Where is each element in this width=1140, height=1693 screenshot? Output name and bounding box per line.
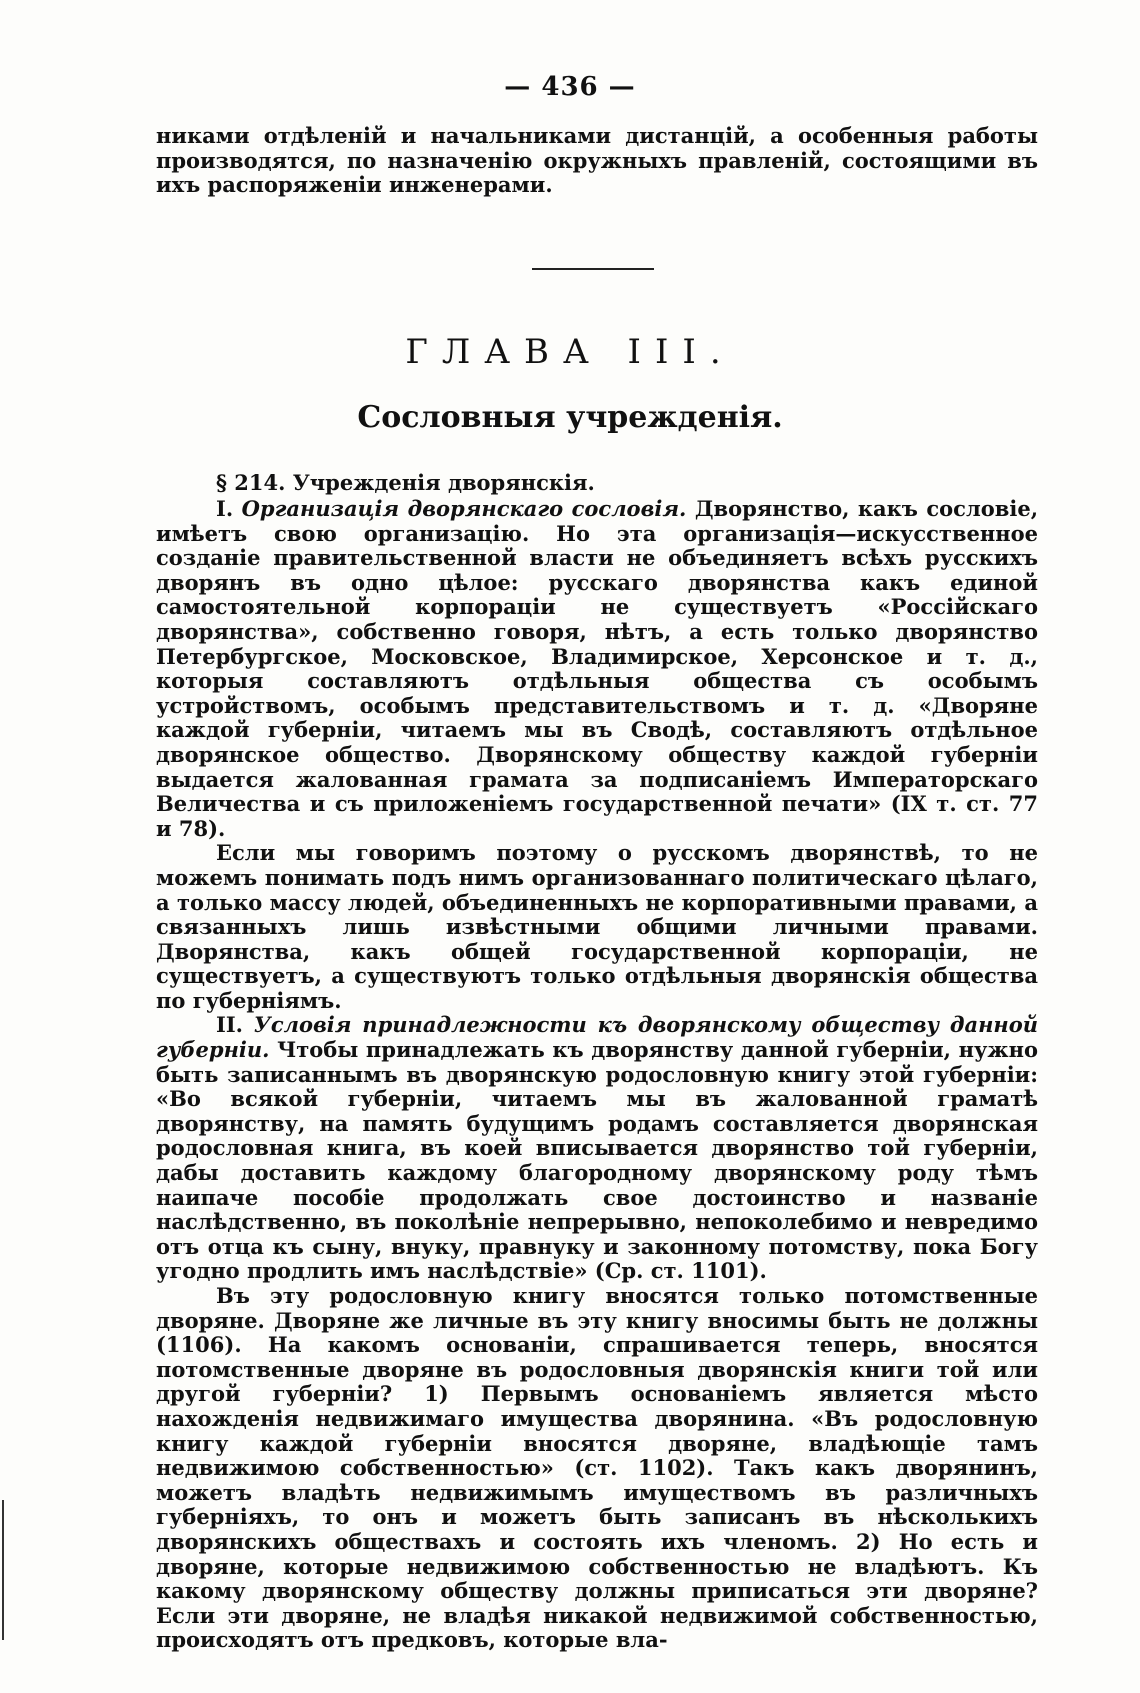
paragraph-1-lead-italic: Организація дворянскаго сословія. — [241, 496, 687, 521]
paragraph-1 — [156, 497, 1038, 841]
chapter-title: ГЛАВА III. — [405, 332, 735, 372]
intro-paragraph — [156, 124, 1038, 198]
section-divider — [532, 268, 654, 270]
section-heading: Сословныя учрежденія. — [357, 400, 783, 435]
paragraph-heading: § 214. Учрежденія дворянскія. — [216, 470, 595, 495]
paragraph-3 — [156, 1013, 1038, 1284]
scan-edge-line — [2, 1500, 4, 1640]
paragraph-4 — [156, 1284, 1038, 1653]
paragraph-2-text: Если мы говоримъ поэтому о русскомъ дворянствѣ, то не можемъ понимать подъ нимъ организованнаго политическаго цѣлаго, а только массу людей, объединенныхъ не корпоративными правами, а связанныхъ лишь извѣстными общими личными правами. Дворянства, какъ общей государственной корпораціи, не существуетъ, а существуютъ только отдѣльныя дворянскія общества по губерніямъ. — [156, 840, 1038, 1013]
paragraph-3-lead: II. — [216, 1012, 243, 1038]
paragraph-3-text: Чтобы принадлежать къ дворянству данной губерніи, нужно быть записаннымъ въ дворянскую родословную книгу этой губерніи: «Во всякой губерніи, читаемъ мы въ жалованной граматѣ дворянству, на память будущимъ родамъ составляется дворянская родословная книга, въ коей вписывается дворянство той губерніи, дабы доставить каждому благородному дворянскому роду тѣмъ наипаче пособіе продолжать свое достоинство и названіе наслѣдственно, въ поколѣніе непрерывно, непоколебимо и невредимо отъ отца къ сыну, внуку, правнуку и законному потомству, пока Богу угодно продлить имъ наслѣдствіе» (Ср. ст. 1101). — [156, 1037, 1038, 1284]
intro-text: никами отдѣленій и начальниками дистанцій, а особенныя работы производятся, по назначенію окружныхъ правленій, состоящими въ ихъ распоряженіи инженерами. — [156, 123, 1038, 198]
paragraph-2 — [156, 841, 1038, 1013]
paragraph-4-text: Въ эту родословную книгу вносятся только потомственные дворяне. Дворяне же личные въ эту книгу вносимы быть не должны (1106). На какомъ основаніи, спрашивается теперь, вносятся потомственные дворяне въ родословныя дворянскія книги той или другой губерніи? 1) Первымъ основаніемъ является мѣсто нахожденія недвижимаго имущества дворянина. «Въ родословную книгу каждой губерніи вносятся дворяне, владѣющіе тамъ недвижимою собственностью» (ст. 1102). Такъ какъ дворянинъ, можетъ владѣть недвижимымъ имуществомъ въ различныхъ губерніяхъ, то онъ и можетъ быть записанъ въ нѣсколькихъ дворянскихъ обществахъ и состоять ихъ членомъ. 2) Но есть и дворяне, которые недвижимою собственностью не владѣютъ. Къ какому дворянскому обществу должны приписаться эти дворяне? Если эти дворяне, не владѣя никакой недвижимой собственностью, происходятъ отъ предковъ, которые вла- — [156, 1283, 1038, 1653]
page-number: — 436 — — [504, 72, 636, 102]
main-text — [156, 497, 1038, 1653]
paragraph-3-lead-italic: Условія принадлежности къ дворянскому обществу данной губерніи. — [156, 1012, 1039, 1063]
paragraph-1-text: Дворянство, какъ сословіе, имѣетъ свою организацію. Но эта организація—искусственное созданіе правительственной власти не объединяетъ всѣхъ русскихъ дворянъ въ одно цѣлое: русскаго дворянства какъ единой самостоятельной корпораціи не существуетъ «Россійскаго дворянства», собственно говоря, нѣтъ, а есть только дворянство Петербургское, Московское, Владимирское, Херсонское и т. д., которыя составляютъ отдѣльныя общества съ особымъ устройствомъ, особымъ представительствомъ и т. д. «Дворяне каждой губерніи, читаемъ мы въ Сводѣ, составляютъ отдѣльное дворянское общество. Дворянскому обществу каждой губерніи выдается жалованная грамата за подписаніемъ Императорскаго Величества и съ приложеніемъ государственной печати» (IX т. ст. 77 и 78). — [156, 496, 1039, 841]
paragraph-1-lead: I. — [216, 496, 234, 521]
